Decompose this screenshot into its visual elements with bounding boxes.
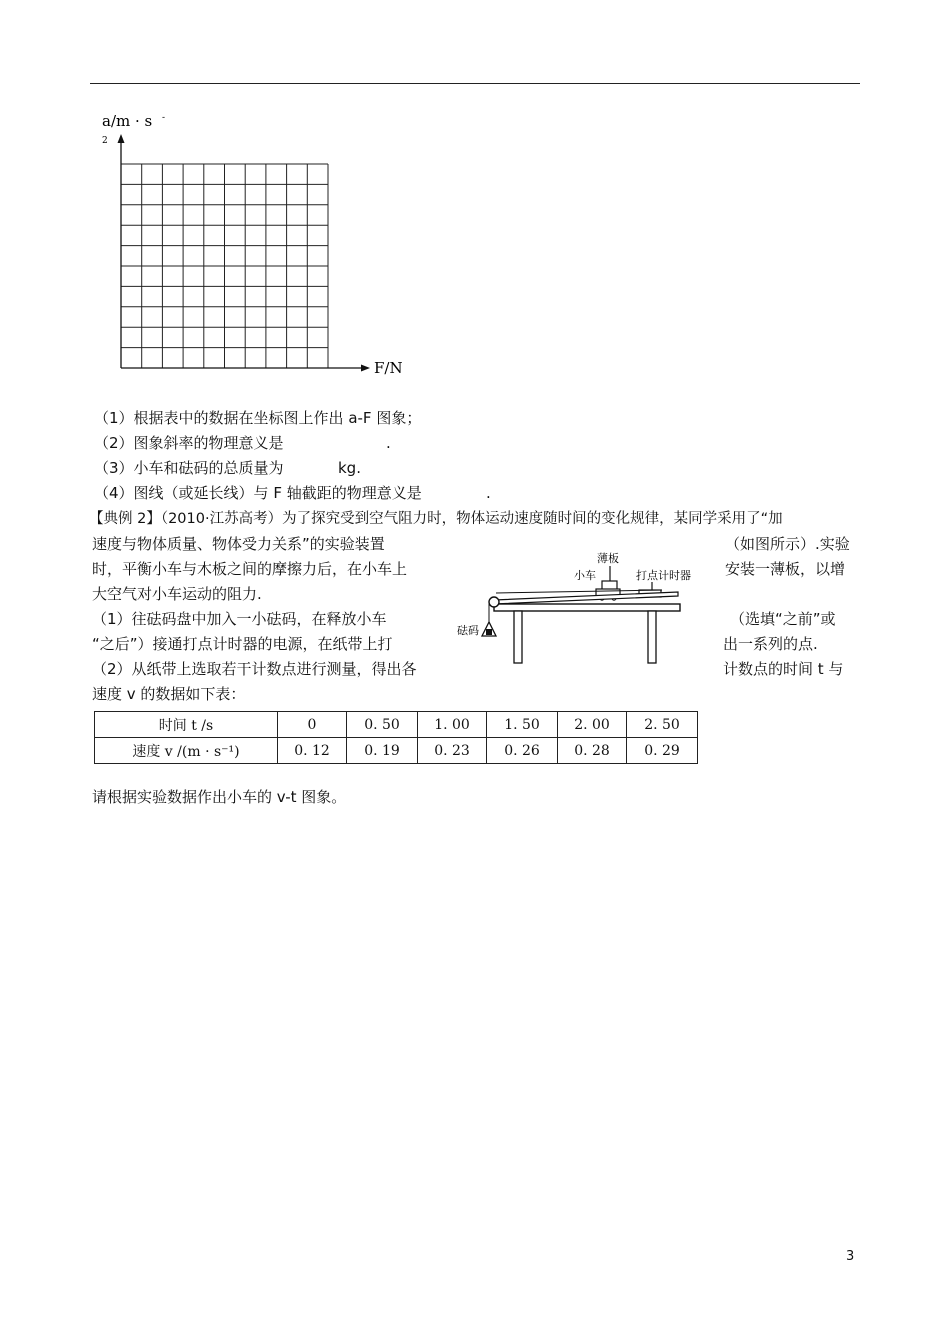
label-cart: 小车 [574, 569, 596, 582]
table-cell: 0. 23 [418, 738, 487, 764]
pulley [489, 597, 499, 607]
header-rule [90, 83, 860, 84]
data-table [94, 711, 698, 764]
example2-line5-left: （1）往砝码盘中加入一小砝码，在释放小车 [92, 610, 387, 628]
table-cell: 0 [278, 712, 347, 738]
table-cell: 2. 50 [627, 712, 698, 738]
example2-line5-right: （选填“之前”或 [730, 610, 836, 628]
apparatus-figure [452, 548, 692, 668]
graph-grid [121, 164, 328, 368]
question-2: （2）图象斜率的物理意义是 [94, 434, 284, 452]
page-number: 3 [846, 1249, 855, 1264]
example2-line7-right: 计数点的时间 t 与 [723, 660, 844, 678]
af-graph [96, 110, 403, 385]
table-cell: 2. 00 [558, 712, 627, 738]
table-row [95, 738, 698, 764]
example2-line8: 速度 v 的数据如下表： [92, 685, 246, 703]
example2-head: 【典例 2】（2010·江苏高考）为了探究受到空气阻力时，物体运动速度随时间的变化规律，某同学采用了“加 [89, 511, 783, 527]
label-board: 薄板 [597, 552, 619, 565]
example2-line7-left: （2）从纸带上选取若干计数点进行测量，得出各 [92, 660, 417, 678]
table-top [494, 604, 680, 611]
inclined-board [494, 592, 678, 604]
graph-ylabel: a/m · s [102, 112, 153, 130]
example2-line3-right: 安装一薄板，以增 [725, 560, 846, 578]
y-axis-arrow [118, 134, 125, 143]
question-2-end: . [386, 434, 391, 452]
example2-line6-left: “之后”）接通打点计时器的电源，在纸带上打 [92, 635, 393, 653]
table-leg-left [514, 611, 522, 663]
table-cell: 0. 26 [487, 738, 558, 764]
table-cell: 1. 00 [418, 712, 487, 738]
table-cell: 0. 29 [627, 738, 698, 764]
example2-line6-right: 出一系列的点. [723, 635, 818, 653]
table-cell: 0. 19 [347, 738, 418, 764]
table-header-time: 时间 t /s [95, 712, 278, 738]
example2-last-line: 请根据实验数据作出小车的 v-t 图象。 [92, 788, 347, 806]
example2-line3-left: 时，平衡小车与木板之间的摩擦力后，在小车上 [92, 560, 408, 578]
question-4-end: . [486, 484, 491, 502]
label-timer: 打点计时器 [636, 569, 691, 582]
question-4: （4）图线（或延长线）与 F 轴截距的物理意义是 [94, 484, 422, 502]
x-axis-arrow [361, 365, 370, 372]
graph-ylabel-exp: 2 [102, 136, 108, 146]
example2-line2-left: 速度与物体质量、物体受力关系”的实验装置 [92, 535, 385, 553]
graph-ylabel-sup: - [162, 113, 166, 123]
table-cell: 1. 50 [487, 712, 558, 738]
question-1: （1）根据表中的数据在坐标图上作出 a-F 图象； [94, 409, 422, 427]
table-leg-right [648, 611, 656, 663]
table-cell: 0. 28 [558, 738, 627, 764]
question-3: （3）小车和砝码的总质量为 [94, 459, 284, 477]
question-3-unit: kg. [338, 459, 361, 477]
example2-line4: 大空气对小车运动的阻力. [92, 585, 262, 603]
table-header-speed: 速度 v /(m · s⁻¹) [95, 738, 278, 764]
table-cell: 0. 50 [347, 712, 418, 738]
label-weight: 砝码 [457, 624, 479, 637]
table-row [95, 712, 698, 738]
example2-line2-right: （如图所示）.实验 [725, 535, 850, 553]
table-cell: 0. 12 [278, 738, 347, 764]
graph-xlabel: F/N [374, 359, 403, 377]
